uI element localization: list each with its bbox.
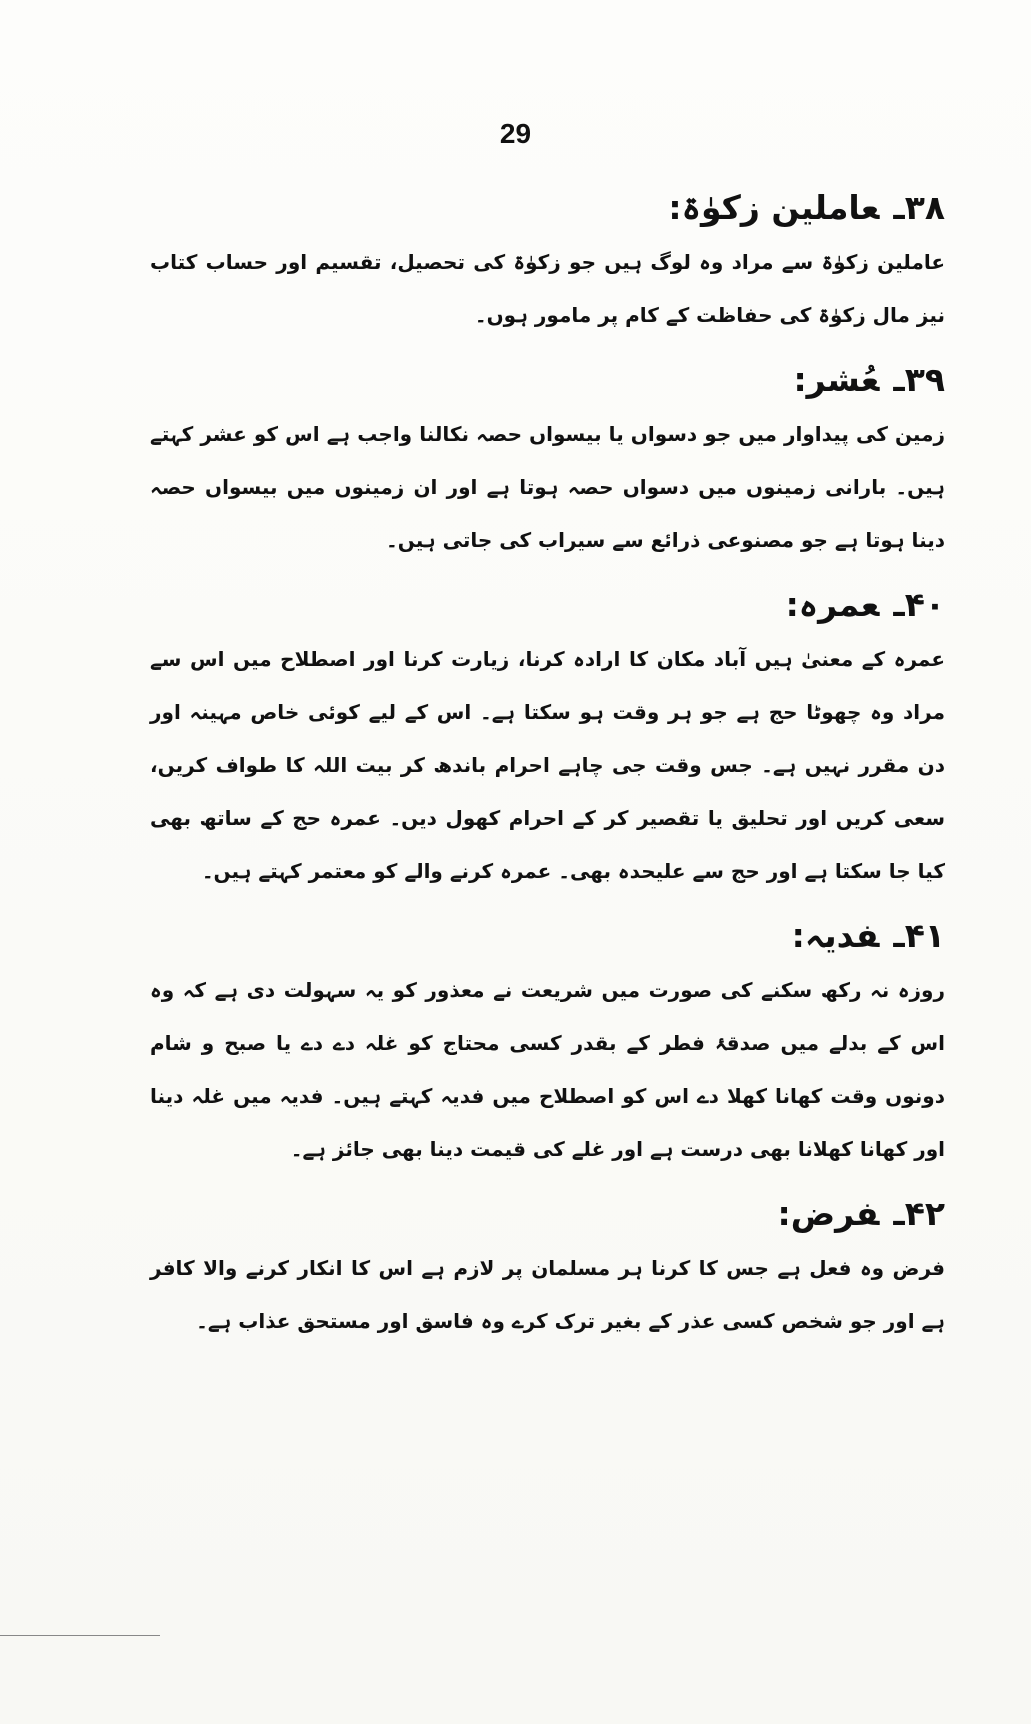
section-heading [150,577,945,633]
section-number: ۴۱ـ [893,916,945,955]
section-title: عاملین زکوٰۃ: [668,188,880,227]
section-number: ۳۸ـ [893,188,945,227]
section-heading [150,908,945,964]
section-text: فرض وہ فعل ہے جس کا کرنا ہر مسلمان پر لازم ہے اس کا انکار کرنے والا کافر ہے اور جو شخص کسی عذر کے بغیر ترک کرے وہ فاسق اور مستحق عذاب ہے۔ [150,1256,945,1333]
section-text: روزہ نہ رکھ سکنے کی صورت میں شریعت نے معذور کو یہ سہولت دی ہے کہ وہ اس کے بدلے میں صدقۂ فطر کے بقدر کسی محتاج کو غلہ دے دے یا صبح و شام دونوں وقت کھانا کھلا دے اس کو اصطلاح میں فدیہ کہتے ہیں۔ فدیہ میں غلہ دینا اور کھانا کھلانا بھی درست ہے اور غلے کی قیمت دینا بھی جائز ہے۔ [150,978,945,1161]
section-number: ۳۹ـ [893,360,945,399]
section-heading [150,352,945,408]
page-content [150,180,945,1358]
section-heading [150,1186,945,1242]
section-text: عاملین زکوٰۃ سے مراد وہ لوگ ہیں جو زکوٰۃ کی تحصیل، تقسیم اور حساب کتاب نیز مال زکوٰۃ کی حفاظت کے کام پر مامور ہوں۔ [150,250,946,327]
section-heading [150,180,945,236]
section-aamileen-zakat [150,180,945,342]
section-text: زمین کی پیداوار میں جو دسواں یا بیسواں حصہ نکالنا واجب ہے اس کو عشر کہتے ہیں۔ بارانی زمینوں میں دسواں حصہ ہوتا ہے اور ان زمینوں میں بیسواں حصہ دینا ہوتا ہے جو مصنوعی ذرائع سے سیراب کی جاتی ہیں۔ [150,422,945,552]
section-farz [150,1186,945,1348]
section-umrah [150,577,945,898]
section-title: عمرہ: [785,585,880,624]
section-number: ۴۲ـ [893,1194,945,1233]
section-title: فدیہ: [791,916,880,955]
page-number: 29 [499,118,532,149]
section-number: ۴۰ـ [893,585,945,624]
bottom-rule [0,1635,160,1636]
section-text: عمرہ کے معنیٰ ہیں آباد مکان کا ارادہ کرنا، زیارت کرنا اور اصطلاح میں اس سے مراد وہ چھوٹا حج ہے جو ہر وقت ہو سکتا ہے۔ اس کے لیے کوئی خاص مہینہ اور دن مقرر نہیں ہے۔ جس وقت جی چاہے احرام باندھ کر بیت اللہ کا طواف کریں، سعی کریں اور تحلیق یا تقصیر کر کے احرام کھول دیں۔ عمرہ حج کے ساتھ بھی کیا جا سکتا ہے اور حج سے علیحدہ بھی۔ عمرہ کرنے والے کو معتمر کہتے ہیں۔ [150,647,945,883]
section-title: فرض: [777,1194,880,1233]
section-fidya [150,908,945,1176]
section-ushr [150,352,945,567]
section-title: عُشر: [793,360,880,399]
